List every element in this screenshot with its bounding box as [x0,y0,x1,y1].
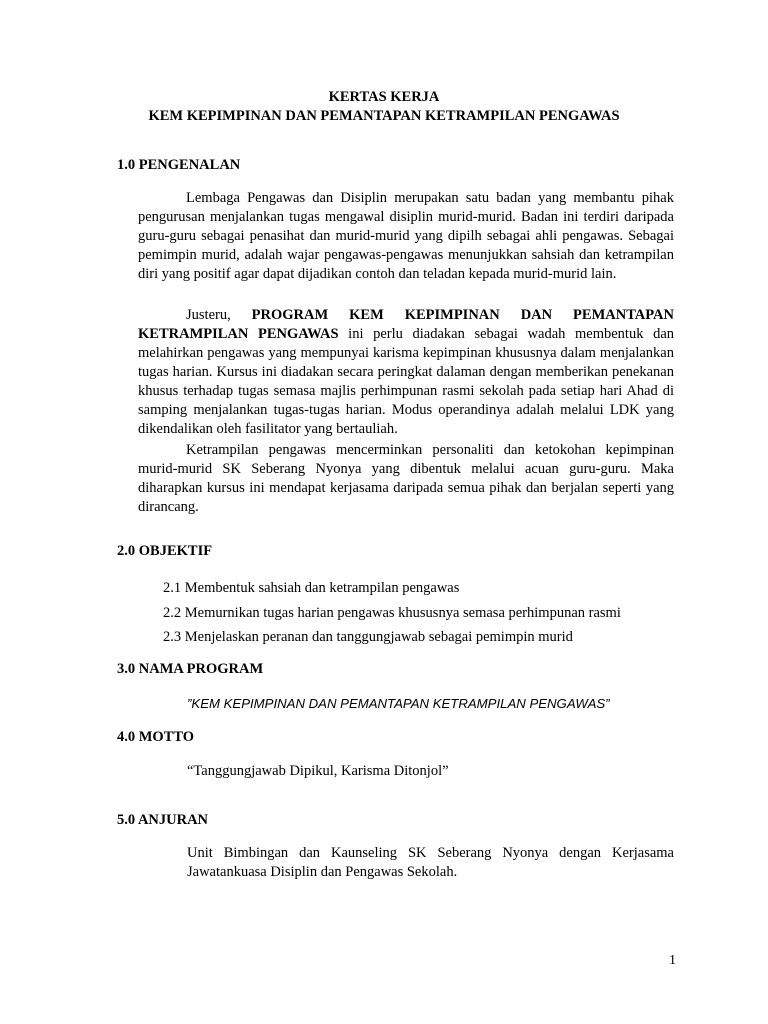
doc-title: KERTAS KERJA [328,89,440,105]
program-name-bold: PROGRAM KEM KEPIMPINAN DAN PEMANTAPAN KETRAMPILAN PENGAWAS [138,307,674,342]
doc-subtitle: KEM KEPIMPINAN DAN PEMANTAPAN KETRAMPILAN PENGAWAS [148,108,620,124]
objective-item-1: 2.1 Membentuk sahsiah dan ketrampilan pengawas [163,580,460,596]
objective-item-2: 2.2 Memurnikan tugas harian pengawas khususnya semasa perhimpunan rasmi [163,605,621,621]
anjuran-text: Unit Bimbingan dan Kaunseling SK Seberang Nyonya dengan Kerjasama Jawatankuasa Disiplin dan Pengawas Sekolah. [187,845,674,880]
paragraph-2-lead: Justeru, [186,307,252,323]
section-heading-motto: 4.0 MOTTO [117,729,195,745]
section-heading-anjuran: 5.0 ANJURAN [117,812,209,828]
page-number: 1 [669,953,676,968]
section-heading-nama-program: 3.0 NAMA PROGRAM [117,661,264,677]
section-heading-objektif: 2.0 OBJEKTIF [117,543,213,559]
paragraph-pengenalan-2 [138,306,674,439]
section-heading-pengenalan: 1.0 PENGENALAN [117,157,241,173]
paragraph-pengenalan-3: Ketrampilan pengawas mencerminkan personaliti dan ketokohan kepimpinan murid-murid SK Seberang Nyonya yang dibentuk melalui acuan guru-guru. Maka diharapkan kursus ini mendapat kerjasama daripada semua pihak dan berjalan seperti yang dirancang. [138,442,674,515]
paragraph-pengenalan-1: Lembaga Pengawas dan Disiplin merupakan satu badan yang membantu pihak pengurusan menjalankan tugas mengawal disiplin murid-murid. Badan ini terdiri daripada guru-guru sebagai penasihat dan murid-murid yang dipilh sebagai ahli pengawas. Sebagai pemimpin murid, adalah wajar pengawas-pengawas menunjukkan sahsiah dan ketrampilan diri yang positif agar dapat dijadikan contoh dan teladan kepada murid-murid lain. [138,190,674,282]
paragraph-2-body: ini perlu diadakan sebagai wadah membentuk dan melahirkan pengawas yang mempunyai karisma kepimpinan khususnya dalam menjalankan tugas harian. Kursus ini diadakan secara peringkat dalaman dengan memberikan penekanan khusus terhadap tugas semasa majlis perhimpunan rasmi sekolah pada setiap hari Ahad di samping menjalankan tugas-tugas harian. Modus operandinya adalah melalui LDK yang dikendalikan oleh fasilitator yang bertauliah. [138,326,675,437]
motto-text: “Tanggungjawab Dipikul, Karisma Ditonjol” [187,763,449,779]
objective-item-3: 2.3 Menjelaskan peranan dan tanggungjawab sebagai pemimpin murid [163,629,573,645]
program-name: ”KEM KEPIMPINAN DAN PEMANTAPAN KETRAMPILAN PENGAWAS” [187,696,610,711]
